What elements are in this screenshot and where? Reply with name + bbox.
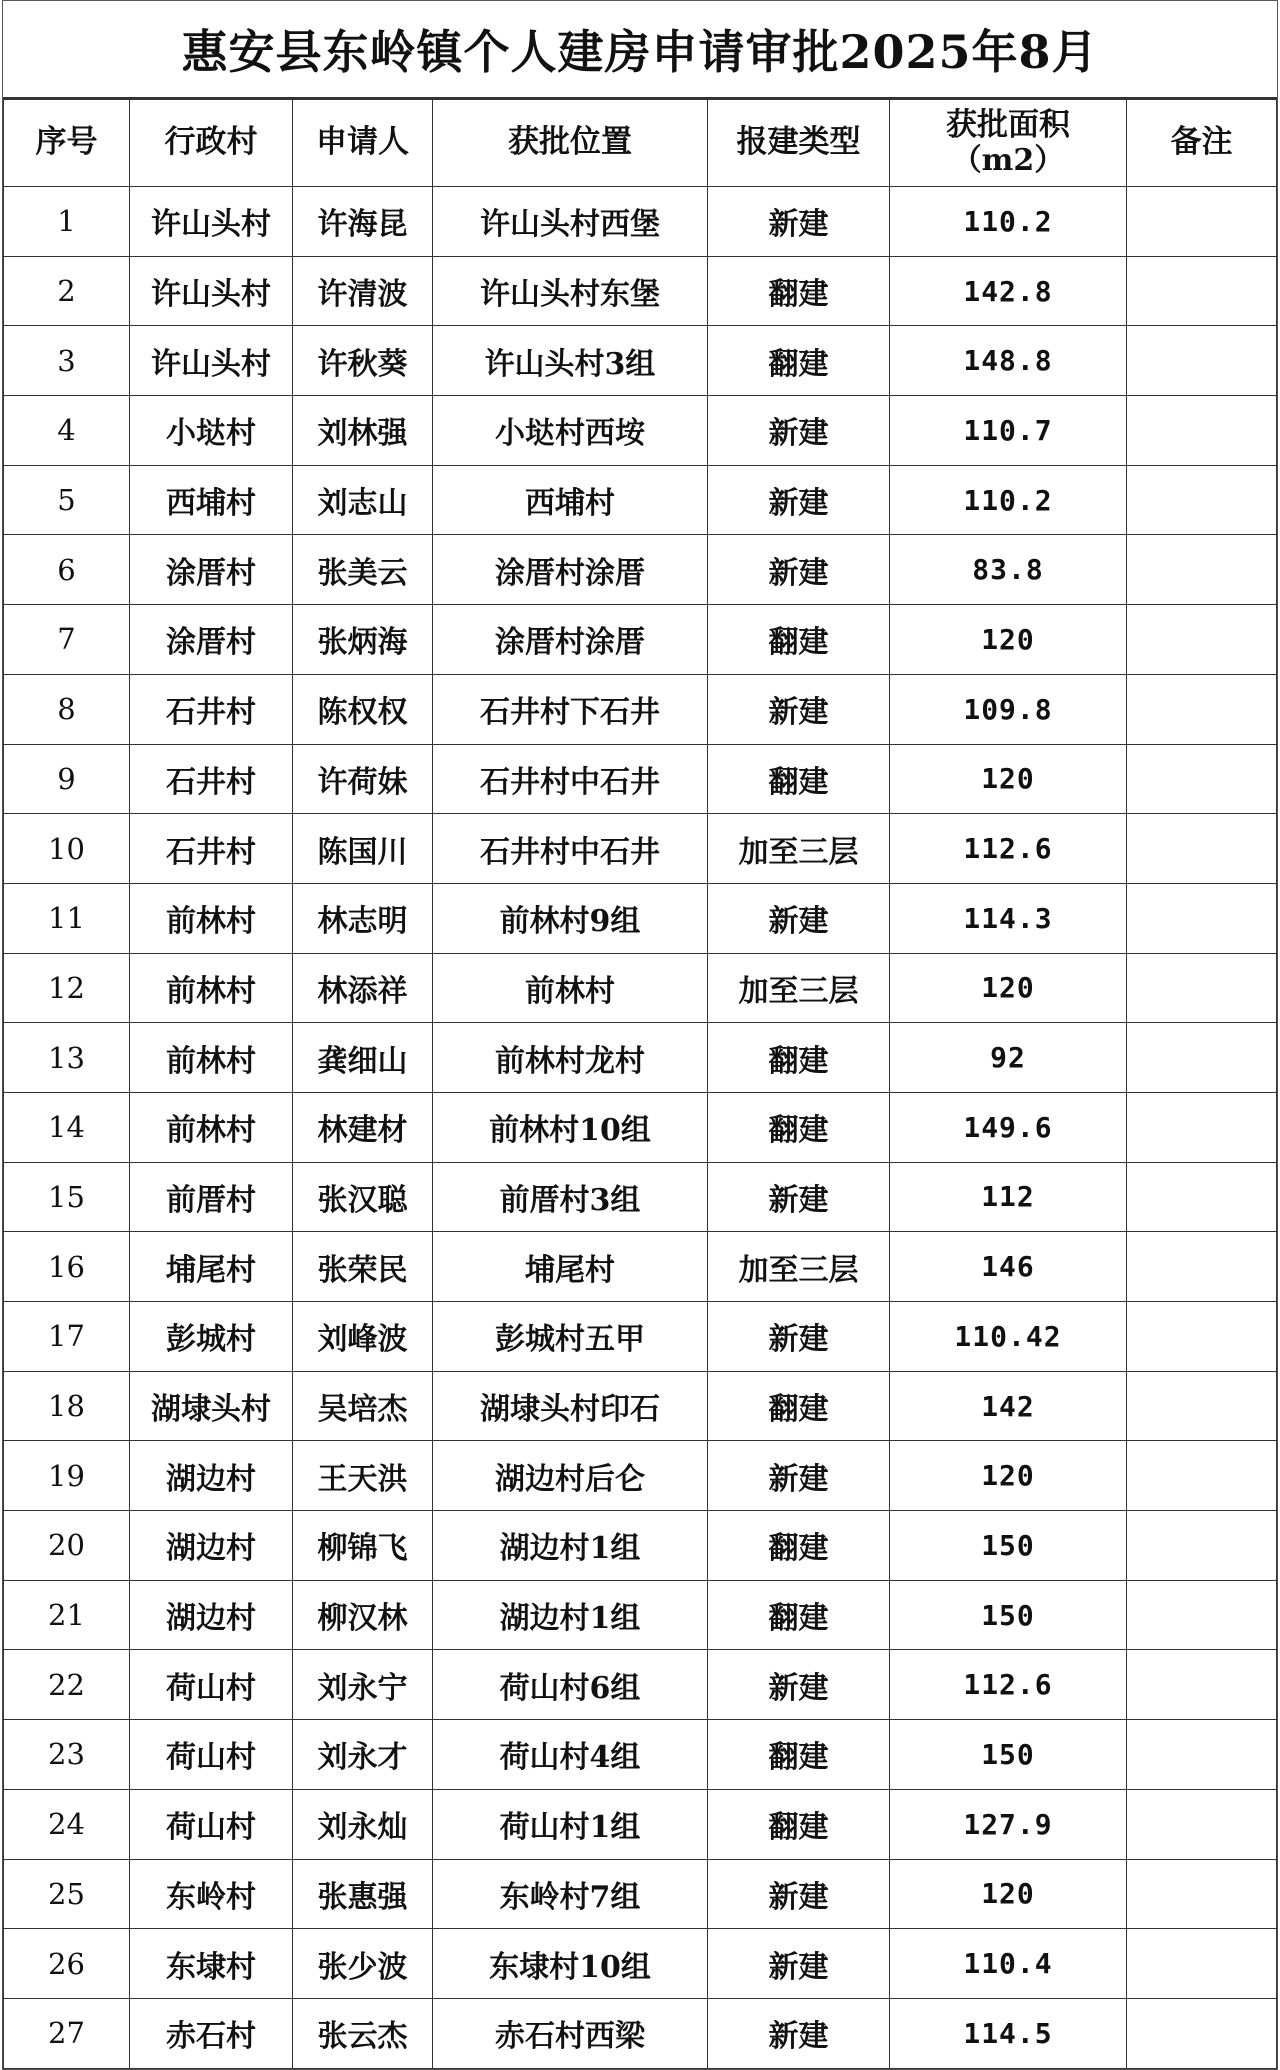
header-applicant: 申请人: [293, 100, 433, 187]
cell-village: 东岭村: [130, 1859, 293, 1929]
cell-village: 许山头村: [130, 187, 293, 257]
cell-village: 涂厝村: [130, 605, 293, 675]
cell-location: 湖埭头村印石: [433, 1371, 708, 1441]
cell-applicant: 张惠强: [293, 1859, 433, 1929]
cell-no: 2: [4, 256, 130, 326]
cell-village: 许山头村: [130, 256, 293, 326]
cell-type: 新建: [708, 1998, 890, 2068]
cell-location: 前林村龙村: [433, 1023, 708, 1093]
cell-type: 新建: [708, 674, 890, 744]
cell-location: 前厝村3组: [433, 1162, 708, 1232]
cell-type: 翻建: [708, 256, 890, 326]
cell-village: 许山头村: [130, 326, 293, 396]
cell-area: 112: [890, 1162, 1127, 1232]
cell-no: 4: [4, 396, 130, 466]
cell-remark: [1127, 1441, 1277, 1511]
cell-type: 加至三层: [708, 1232, 890, 1302]
cell-location: 涂厝村涂厝: [433, 605, 708, 675]
cell-no: 25: [4, 1859, 130, 1929]
cell-location: 西埔村: [433, 465, 708, 535]
cell-village: 荷山村: [130, 1650, 293, 1720]
cell-no: 12: [4, 953, 130, 1023]
cell-area: 142.8: [890, 256, 1127, 326]
cell-applicant: 林志明: [293, 883, 433, 953]
table-row: [4, 1859, 1277, 1929]
table-row: [4, 674, 1277, 744]
table-row: [4, 1789, 1277, 1859]
cell-area: 146: [890, 1232, 1127, 1302]
cell-type: 新建: [708, 883, 890, 953]
table-row: [4, 187, 1277, 257]
table-row: [4, 535, 1277, 605]
cell-no: 17: [4, 1302, 130, 1372]
cell-applicant: 刘峰波: [293, 1302, 433, 1372]
cell-village: 前林村: [130, 1023, 293, 1093]
cell-no: 21: [4, 1580, 130, 1650]
cell-type: 新建: [708, 1929, 890, 1999]
cell-location: 前林村10组: [433, 1092, 708, 1162]
cell-village: 赤石村: [130, 1998, 293, 2068]
cell-no: 1: [4, 187, 130, 257]
cell-applicant: 柳汉林: [293, 1580, 433, 1650]
cell-location: 许山头村西堡: [433, 187, 708, 257]
cell-location: 石井村下石井: [433, 674, 708, 744]
cell-location: 小垯村西垵: [433, 396, 708, 466]
cell-type: 翻建: [708, 1511, 890, 1581]
cell-remark: [1127, 1371, 1277, 1441]
cell-applicant: 刘林强: [293, 396, 433, 466]
cell-applicant: 林建材: [293, 1092, 433, 1162]
table-row: [4, 953, 1277, 1023]
table-row: [4, 1720, 1277, 1790]
cell-village: 荷山村: [130, 1720, 293, 1790]
table-body: [4, 187, 1277, 2069]
cell-remark: [1127, 396, 1277, 466]
table-row: [4, 1929, 1277, 1999]
cell-no: 5: [4, 465, 130, 535]
cell-village: 涂厝村: [130, 535, 293, 605]
cell-no: 20: [4, 1511, 130, 1581]
table-row: [4, 396, 1277, 466]
table-row: [4, 1371, 1277, 1441]
approval-sheet: [2, 0, 1278, 2070]
cell-remark: [1127, 1092, 1277, 1162]
cell-remark: [1127, 256, 1277, 326]
cell-applicant: 刘永灿: [293, 1789, 433, 1859]
cell-location: 东埭村10组: [433, 1929, 708, 1999]
header-type: 报建类型: [708, 100, 890, 187]
cell-location: 石井村中石井: [433, 814, 708, 884]
cell-area: 83.8: [890, 535, 1127, 605]
cell-remark: [1127, 605, 1277, 675]
cell-village: 石井村: [130, 744, 293, 814]
cell-applicant: 陈国川: [293, 814, 433, 884]
cell-area: 120: [890, 605, 1127, 675]
cell-no: 10: [4, 814, 130, 884]
cell-remark: [1127, 1789, 1277, 1859]
cell-type: 新建: [708, 1859, 890, 1929]
cell-area: 150: [890, 1580, 1127, 1650]
cell-remark: [1127, 744, 1277, 814]
cell-area: 127.9: [890, 1789, 1127, 1859]
table-row: [4, 326, 1277, 396]
cell-type: 新建: [708, 1302, 890, 1372]
cell-remark: [1127, 187, 1277, 257]
cell-village: 荷山村: [130, 1789, 293, 1859]
cell-area: 114.3: [890, 883, 1127, 953]
cell-location: 东岭村7组: [433, 1859, 708, 1929]
cell-applicant: 许荷妹: [293, 744, 433, 814]
cell-no: 23: [4, 1720, 130, 1790]
cell-type: 翻建: [708, 605, 890, 675]
cell-applicant: 张云杰: [293, 1998, 433, 2068]
cell-applicant: 张美云: [293, 535, 433, 605]
document-title: 惠安县东岭镇个人建房申请审批2025年8月: [3, 1, 1277, 99]
cell-area: 112.6: [890, 1650, 1127, 1720]
cell-type: 新建: [708, 1650, 890, 1720]
cell-remark: [1127, 1859, 1277, 1929]
cell-type: 翻建: [708, 1580, 890, 1650]
table-row: [4, 465, 1277, 535]
cell-remark: [1127, 326, 1277, 396]
cell-applicant: 刘志山: [293, 465, 433, 535]
cell-remark: [1127, 1162, 1277, 1232]
cell-location: 赤石村西梁: [433, 1998, 708, 2068]
cell-type: 加至三层: [708, 814, 890, 884]
header-area-unit: （m2）: [951, 142, 1065, 178]
cell-area: 110.4: [890, 1929, 1127, 1999]
cell-type: 翻建: [708, 326, 890, 396]
cell-remark: [1127, 1232, 1277, 1302]
cell-remark: [1127, 1720, 1277, 1790]
cell-applicant: 张汉聪: [293, 1162, 433, 1232]
cell-applicant: 吴培杰: [293, 1371, 433, 1441]
cell-no: 18: [4, 1371, 130, 1441]
cell-area: 142: [890, 1371, 1127, 1441]
cell-type: 新建: [708, 396, 890, 466]
cell-village: 石井村: [130, 674, 293, 744]
cell-remark: [1127, 1929, 1277, 1999]
cell-remark: [1127, 465, 1277, 535]
cell-area: 120: [890, 1859, 1127, 1929]
cell-type: 翻建: [708, 1371, 890, 1441]
cell-village: 前林村: [130, 883, 293, 953]
cell-location: 湖边村1组: [433, 1511, 708, 1581]
table-row: [4, 1441, 1277, 1511]
cell-type: 翻建: [708, 1789, 890, 1859]
cell-village: 湖边村: [130, 1441, 293, 1511]
cell-location: 荷山村6组: [433, 1650, 708, 1720]
cell-remark: [1127, 1650, 1277, 1720]
header-area: [890, 100, 1127, 187]
cell-location: 前林村9组: [433, 883, 708, 953]
cell-no: 7: [4, 605, 130, 675]
cell-type: 新建: [708, 1162, 890, 1232]
table-row: [4, 814, 1277, 884]
header-remark: 备注: [1127, 100, 1277, 187]
cell-no: 27: [4, 1998, 130, 2068]
cell-area: 110.2: [890, 465, 1127, 535]
cell-no: 9: [4, 744, 130, 814]
cell-village: 湖埭头村: [130, 1371, 293, 1441]
cell-area: 149.6: [890, 1092, 1127, 1162]
cell-no: 26: [4, 1929, 130, 1999]
cell-location: 荷山村1组: [433, 1789, 708, 1859]
header-no: 序号: [4, 100, 130, 187]
table-row: [4, 605, 1277, 675]
cell-remark: [1127, 1302, 1277, 1372]
cell-remark: [1127, 953, 1277, 1023]
cell-no: 8: [4, 674, 130, 744]
table-row: [4, 1232, 1277, 1302]
cell-village: 埔尾村: [130, 1232, 293, 1302]
cell-type: 新建: [708, 1441, 890, 1511]
cell-location: 前林村: [433, 953, 708, 1023]
cell-area: 92: [890, 1023, 1127, 1093]
cell-village: 西埔村: [130, 465, 293, 535]
cell-location: 石井村中石井: [433, 744, 708, 814]
cell-type: 加至三层: [708, 953, 890, 1023]
cell-applicant: 刘永才: [293, 1720, 433, 1790]
cell-village: 前厝村: [130, 1162, 293, 1232]
cell-area: 110.42: [890, 1302, 1127, 1372]
cell-type: 翻建: [708, 1092, 890, 1162]
cell-area: 148.8: [890, 326, 1127, 396]
table-row: [4, 1302, 1277, 1372]
cell-remark: [1127, 674, 1277, 744]
cell-location: 湖边村后仑: [433, 1441, 708, 1511]
cell-village: 石井村: [130, 814, 293, 884]
table-header-row: [4, 100, 1277, 187]
cell-location: 彭城村五甲: [433, 1302, 708, 1372]
cell-no: 19: [4, 1441, 130, 1511]
cell-applicant: 许秋葵: [293, 326, 433, 396]
cell-applicant: 林添祥: [293, 953, 433, 1023]
cell-location: 涂厝村涂厝: [433, 535, 708, 605]
cell-location: 埔尾村: [433, 1232, 708, 1302]
cell-village: 湖边村: [130, 1580, 293, 1650]
cell-area: 110.2: [890, 187, 1127, 257]
cell-area: 120: [890, 744, 1127, 814]
cell-no: 16: [4, 1232, 130, 1302]
table-row: [4, 744, 1277, 814]
cell-village: 彭城村: [130, 1302, 293, 1372]
cell-applicant: 柳锦飞: [293, 1511, 433, 1581]
cell-area: 114.5: [890, 1998, 1127, 2068]
header-location: 获批位置: [433, 100, 708, 187]
cell-remark: [1127, 1580, 1277, 1650]
cell-no: 24: [4, 1789, 130, 1859]
cell-applicant: 张荣民: [293, 1232, 433, 1302]
cell-type: 新建: [708, 465, 890, 535]
cell-type: 翻建: [708, 1720, 890, 1790]
cell-no: 3: [4, 326, 130, 396]
cell-no: 15: [4, 1162, 130, 1232]
cell-area: 120: [890, 953, 1127, 1023]
cell-village: 小垯村: [130, 396, 293, 466]
cell-applicant: 张少波: [293, 1929, 433, 1999]
cell-applicant: 王天洪: [293, 1441, 433, 1511]
cell-area: 150: [890, 1511, 1127, 1581]
cell-applicant: 许清波: [293, 256, 433, 326]
cell-area: 150: [890, 1720, 1127, 1790]
cell-applicant: 龚细山: [293, 1023, 433, 1093]
cell-no: 13: [4, 1023, 130, 1093]
cell-area: 112.6: [890, 814, 1127, 884]
cell-village: 湖边村: [130, 1511, 293, 1581]
cell-remark: [1127, 1511, 1277, 1581]
cell-remark: [1127, 1998, 1277, 2068]
cell-no: 6: [4, 535, 130, 605]
cell-remark: [1127, 1023, 1277, 1093]
cell-remark: [1127, 814, 1277, 884]
cell-applicant: 刘永宁: [293, 1650, 433, 1720]
cell-location: 湖边村1组: [433, 1580, 708, 1650]
cell-applicant: 许海昆: [293, 187, 433, 257]
cell-location: 许山头村东堡: [433, 256, 708, 326]
cell-type: 新建: [708, 187, 890, 257]
cell-remark: [1127, 883, 1277, 953]
table-row: [4, 883, 1277, 953]
cell-applicant: 张炳海: [293, 605, 433, 675]
cell-location: 许山头村3组: [433, 326, 708, 396]
cell-village: 前林村: [130, 1092, 293, 1162]
cell-type: 翻建: [708, 744, 890, 814]
cell-area: 109.8: [890, 674, 1127, 744]
cell-applicant: 陈权权: [293, 674, 433, 744]
table-row: [4, 1650, 1277, 1720]
cell-location: 荷山村4组: [433, 1720, 708, 1790]
cell-area: 110.7: [890, 396, 1127, 466]
cell-area: 120: [890, 1441, 1127, 1511]
approval-table: [3, 99, 1277, 2069]
table-row: [4, 256, 1277, 326]
table-row: [4, 1998, 1277, 2068]
cell-type: 翻建: [708, 1023, 890, 1093]
table-row: [4, 1162, 1277, 1232]
table-row: [4, 1580, 1277, 1650]
header-area-label: 获批面积: [946, 106, 1070, 143]
cell-no: 22: [4, 1650, 130, 1720]
cell-type: 新建: [708, 535, 890, 605]
header-village: 行政村: [130, 100, 293, 187]
table-row: [4, 1023, 1277, 1093]
cell-remark: [1127, 535, 1277, 605]
table-row: [4, 1092, 1277, 1162]
cell-village: 东埭村: [130, 1929, 293, 1999]
cell-no: 11: [4, 883, 130, 953]
cell-no: 14: [4, 1092, 130, 1162]
table-row: [4, 1511, 1277, 1581]
cell-village: 前林村: [130, 953, 293, 1023]
